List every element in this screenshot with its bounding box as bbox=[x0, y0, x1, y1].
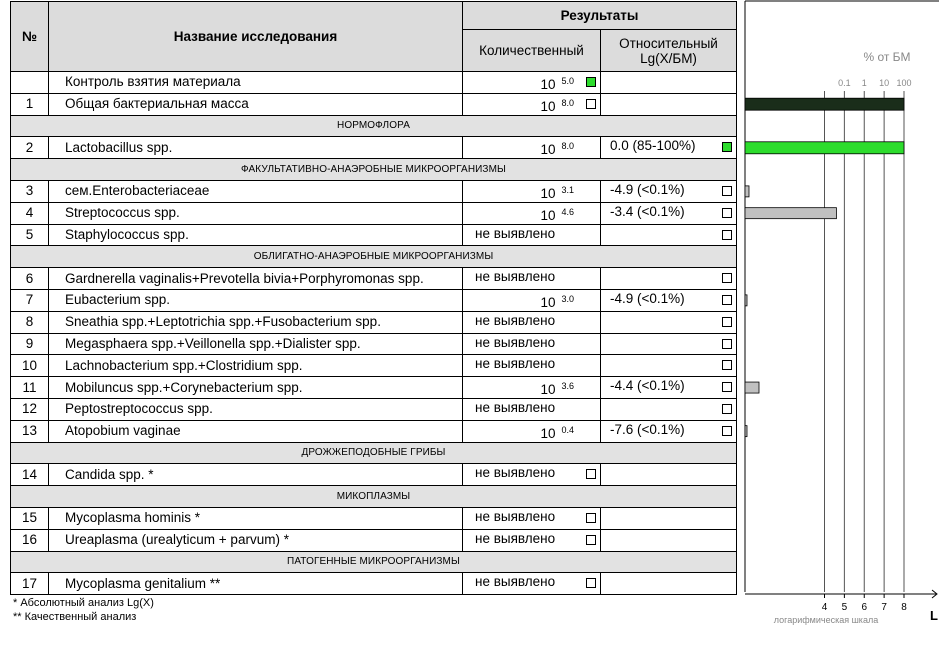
section-label: ОБЛИГАТНО-АНАЭРОБНЫЕ МИКРООРГАНИЗМЫ bbox=[11, 246, 737, 268]
results-table bbox=[10, 1, 737, 595]
section-label: МИКОПЛАЗМЫ bbox=[11, 486, 737, 508]
quantitative-value bbox=[463, 72, 574, 93]
relative-cell bbox=[601, 573, 737, 595]
test-name: Mycoplasma hominis * bbox=[49, 507, 463, 529]
relative-cell bbox=[601, 333, 737, 355]
quantitative-value: не выявлено bbox=[475, 574, 556, 590]
test-name: Streptococcus spp. bbox=[49, 202, 463, 224]
header-relative-line1: Относительный bbox=[619, 35, 718, 51]
footnote-absolute: * Абсолютный анализ Lg(X) bbox=[13, 597, 154, 609]
test-name: Eubacterium spp. bbox=[49, 289, 463, 311]
quantitative-value: не выявлено bbox=[475, 225, 556, 241]
table-row bbox=[11, 72, 737, 94]
quantitative-cell bbox=[463, 377, 601, 399]
quantitative-cell bbox=[463, 72, 601, 94]
table-row bbox=[11, 311, 737, 333]
quantitative-value: не выявлено bbox=[475, 465, 556, 481]
quantitative-cell bbox=[463, 137, 601, 159]
quantitative-value: не выявлено bbox=[475, 356, 556, 372]
table-row bbox=[11, 464, 737, 486]
percent-tick-label: 10 bbox=[879, 78, 890, 88]
quantitative-value bbox=[463, 421, 574, 442]
quantitative-value bbox=[463, 181, 574, 202]
relative-cell bbox=[601, 420, 737, 442]
quantitative-base: 10 bbox=[540, 98, 556, 114]
header-relative-line2: Lg(X/БМ) bbox=[640, 50, 697, 66]
relative-cell bbox=[601, 355, 737, 377]
value-bar bbox=[745, 426, 747, 437]
relative-checkbox bbox=[722, 230, 732, 240]
chart-grid bbox=[745, 1, 939, 592]
table-row bbox=[11, 93, 737, 115]
table-row bbox=[11, 333, 737, 355]
quantitative-cell bbox=[463, 573, 601, 595]
relative-checkbox bbox=[722, 360, 732, 370]
relative-cell bbox=[601, 529, 737, 551]
row-number bbox=[11, 72, 49, 94]
x-tick-label: 4 bbox=[821, 602, 828, 613]
quantitative-checkbox bbox=[586, 578, 596, 588]
quantitative-value: не выявлено bbox=[475, 530, 556, 546]
test-name: сем.Enterobacteriaceae bbox=[49, 180, 463, 202]
row-number: 16 bbox=[11, 529, 49, 551]
test-name: Контроль взятия материала bbox=[49, 72, 463, 94]
quantitative-exponent: 0.4 bbox=[561, 424, 574, 435]
test-name: Megasphaera spp.+Veillonella spp.+Dialister spp. bbox=[49, 333, 463, 355]
relative-checkbox bbox=[722, 404, 732, 414]
relative-checkbox bbox=[722, 317, 732, 327]
table-row bbox=[11, 355, 737, 377]
quantitative-exponent: 8.0 bbox=[561, 97, 574, 108]
relative-checkbox bbox=[722, 382, 732, 392]
test-name: Lactobacillus spp. bbox=[49, 137, 463, 159]
quantitative-base: 10 bbox=[540, 382, 556, 398]
quantitative-cell bbox=[463, 355, 601, 377]
relative-value: -4.9 (<0.1%) bbox=[610, 290, 685, 306]
relative-checkbox bbox=[722, 339, 732, 349]
test-name: Atopobium vaginae bbox=[49, 420, 463, 442]
quantitative-value: не выявлено bbox=[475, 269, 556, 285]
table-row bbox=[11, 268, 737, 290]
relative-cell bbox=[601, 268, 737, 290]
quantitative-value bbox=[463, 203, 574, 224]
table-row bbox=[11, 377, 737, 399]
section-header bbox=[11, 115, 737, 137]
quantitative-value: не выявлено bbox=[475, 312, 556, 328]
header-quantitative: Количественный bbox=[463, 30, 601, 72]
chart-axis bbox=[745, 78, 938, 625]
quantitative-exponent: 3.1 bbox=[561, 184, 574, 195]
relative-cell bbox=[601, 289, 737, 311]
quantitative-checkbox bbox=[586, 513, 596, 523]
section-label: НОРМОФЛОРА bbox=[11, 115, 737, 137]
value-bar bbox=[745, 98, 904, 110]
row-number: 3 bbox=[11, 180, 49, 202]
quantitative-cell bbox=[463, 420, 601, 442]
relative-checkbox bbox=[722, 142, 732, 152]
relative-value: -3.4 (<0.1%) bbox=[610, 203, 685, 219]
value-bar bbox=[745, 382, 759, 393]
chart-percent-label: % от БМ bbox=[863, 50, 911, 64]
quantitative-cell bbox=[463, 289, 601, 311]
quantitative-cell bbox=[463, 180, 601, 202]
quantitative-value bbox=[463, 377, 574, 398]
quantitative-cell bbox=[463, 268, 601, 290]
relative-checkbox bbox=[722, 426, 732, 436]
relative-cell bbox=[601, 377, 737, 399]
percent-tick-label: 1 bbox=[861, 78, 867, 88]
relative-cell bbox=[601, 464, 737, 486]
quantitative-exponent: 3.6 bbox=[561, 381, 574, 392]
row-number: 13 bbox=[11, 420, 49, 442]
quantitative-value bbox=[463, 137, 574, 158]
quantitative-cell bbox=[463, 224, 601, 246]
relative-cell bbox=[601, 311, 737, 333]
quantitative-base: 10 bbox=[540, 425, 556, 441]
quantitative-checkbox bbox=[586, 469, 596, 479]
quantitative-cell bbox=[463, 311, 601, 333]
test-name: Mycoplasma genitalium ** bbox=[49, 573, 463, 595]
relative-cell bbox=[601, 93, 737, 115]
relative-value: -7.6 (<0.1%) bbox=[610, 421, 685, 437]
footnote-qualitative: ** Качественный анализ bbox=[13, 611, 137, 623]
section-label: ФАКУЛЬТАТИВНО-АНАЭРОБНЫЕ МИКРООРГАНИЗМЫ bbox=[11, 159, 737, 181]
value-bar bbox=[745, 295, 747, 306]
relative-cell bbox=[601, 180, 737, 202]
log-scale-chart bbox=[744, 0, 939, 649]
row-number: 15 bbox=[11, 507, 49, 529]
quantitative-base: 10 bbox=[540, 207, 556, 223]
x-tick-label: 5 bbox=[841, 602, 848, 613]
relative-cell bbox=[601, 224, 737, 246]
x-tick-label: 7 bbox=[881, 602, 887, 613]
quantitative-exponent: 5.0 bbox=[561, 76, 574, 86]
row-number: 12 bbox=[11, 398, 49, 420]
test-name: Sneathia spp.+Leptotrichia spp.+Fusobacterium spp. bbox=[49, 311, 463, 333]
quantitative-value: не выявлено bbox=[475, 334, 556, 350]
quantitative-exponent: 4.6 bbox=[561, 206, 574, 217]
relative-cell bbox=[601, 72, 737, 94]
table-row bbox=[11, 529, 737, 551]
quantitative-base: 10 bbox=[540, 294, 556, 310]
quantitative-value bbox=[463, 94, 574, 115]
section-header bbox=[11, 159, 737, 181]
row-number: 7 bbox=[11, 289, 49, 311]
table-row bbox=[11, 224, 737, 246]
quantitative-checkbox bbox=[586, 535, 596, 545]
test-name: Gardnerella vaginalis+Prevotella bivia+Porphyromonas spp. bbox=[49, 268, 463, 290]
row-number: 17 bbox=[11, 573, 49, 595]
quantitative-cell bbox=[463, 333, 601, 355]
row-number: 1 bbox=[11, 93, 49, 115]
relative-cell bbox=[601, 507, 737, 529]
test-name: Общая бактериальная масса bbox=[49, 93, 463, 115]
table-row bbox=[11, 289, 737, 311]
quantitative-value bbox=[463, 290, 574, 311]
relative-value: 0.0 (85-100%) bbox=[610, 138, 696, 154]
quantitative-cell bbox=[463, 93, 601, 115]
quantitative-value: не выявлено bbox=[475, 508, 556, 524]
relative-value: -4.9 (<0.1%) bbox=[610, 181, 685, 197]
row-number: 5 bbox=[11, 224, 49, 246]
quantitative-cell bbox=[463, 529, 601, 551]
quantitative-checkbox bbox=[586, 99, 596, 109]
quantitative-exponent: 3.0 bbox=[561, 293, 574, 304]
test-name: Lachnobacterium spp.+Clostridium spp. bbox=[49, 355, 463, 377]
table-row bbox=[11, 398, 737, 420]
value-bar bbox=[745, 186, 749, 197]
x-tick-label: 6 bbox=[861, 602, 868, 613]
quantitative-base: 10 bbox=[540, 142, 556, 158]
table-row bbox=[11, 202, 737, 224]
test-name: Mobiluncus spp.+Corynebacterium spp. bbox=[49, 377, 463, 399]
section-header bbox=[11, 246, 737, 268]
row-number: 11 bbox=[11, 377, 49, 399]
value-bar bbox=[745, 142, 904, 154]
relative-checkbox bbox=[722, 273, 732, 283]
header-relative bbox=[601, 30, 737, 72]
table-row bbox=[11, 573, 737, 595]
quantitative-cell bbox=[463, 507, 601, 529]
value-bar bbox=[745, 208, 836, 219]
row-number: 8 bbox=[11, 311, 49, 333]
relative-value: -4.4 (<0.1%) bbox=[610, 378, 685, 394]
header-number: № bbox=[11, 2, 49, 72]
axis-end-label: L bbox=[930, 608, 938, 623]
relative-checkbox bbox=[722, 186, 732, 196]
test-name: Ureaplasma (urealyticum + parvum) * bbox=[49, 529, 463, 551]
relative-cell bbox=[601, 137, 737, 159]
table-row bbox=[11, 420, 737, 442]
header-results: Результаты bbox=[463, 2, 737, 30]
relative-cell bbox=[601, 202, 737, 224]
percent-tick-label: 100 bbox=[896, 78, 912, 88]
log-scale-label: логарифмическая шкала bbox=[773, 615, 879, 625]
relative-checkbox bbox=[722, 295, 732, 305]
row-number: 9 bbox=[11, 333, 49, 355]
quantitative-value: не выявлено bbox=[475, 399, 556, 415]
quantitative-cell bbox=[463, 398, 601, 420]
x-tick-label: 8 bbox=[901, 602, 907, 613]
section-label: ДРОЖЖЕПОДОБНЫЕ ГРИБЫ bbox=[11, 442, 737, 464]
quantitative-exponent: 8.0 bbox=[561, 141, 574, 152]
table-row bbox=[11, 137, 737, 159]
quantitative-cell bbox=[463, 464, 601, 486]
row-number: 4 bbox=[11, 202, 49, 224]
section-header bbox=[11, 551, 737, 573]
table-row bbox=[11, 180, 737, 202]
table-row bbox=[11, 507, 737, 529]
section-label: ПАТОГЕННЫЕ МИКРООРГАНИЗМЫ bbox=[11, 551, 737, 573]
row-number: 10 bbox=[11, 355, 49, 377]
relative-checkbox bbox=[722, 208, 732, 218]
row-number: 6 bbox=[11, 268, 49, 290]
quantitative-base: 10 bbox=[540, 77, 556, 92]
quantitative-base: 10 bbox=[540, 185, 556, 201]
row-number: 14 bbox=[11, 464, 49, 486]
test-name: Staphylococcus spp. bbox=[49, 224, 463, 246]
section-header bbox=[11, 486, 737, 508]
quantitative-cell bbox=[463, 202, 601, 224]
relative-cell bbox=[601, 398, 737, 420]
row-number: 2 bbox=[11, 137, 49, 159]
header-test-name: Название исследования bbox=[49, 2, 463, 72]
quantitative-checkbox bbox=[586, 77, 596, 87]
test-name: Candida spp. * bbox=[49, 464, 463, 486]
section-header bbox=[11, 442, 737, 464]
percent-tick-label: 0.1 bbox=[838, 78, 851, 88]
test-name: Peptostreptococcus spp. bbox=[49, 398, 463, 420]
results-body bbox=[11, 72, 737, 595]
